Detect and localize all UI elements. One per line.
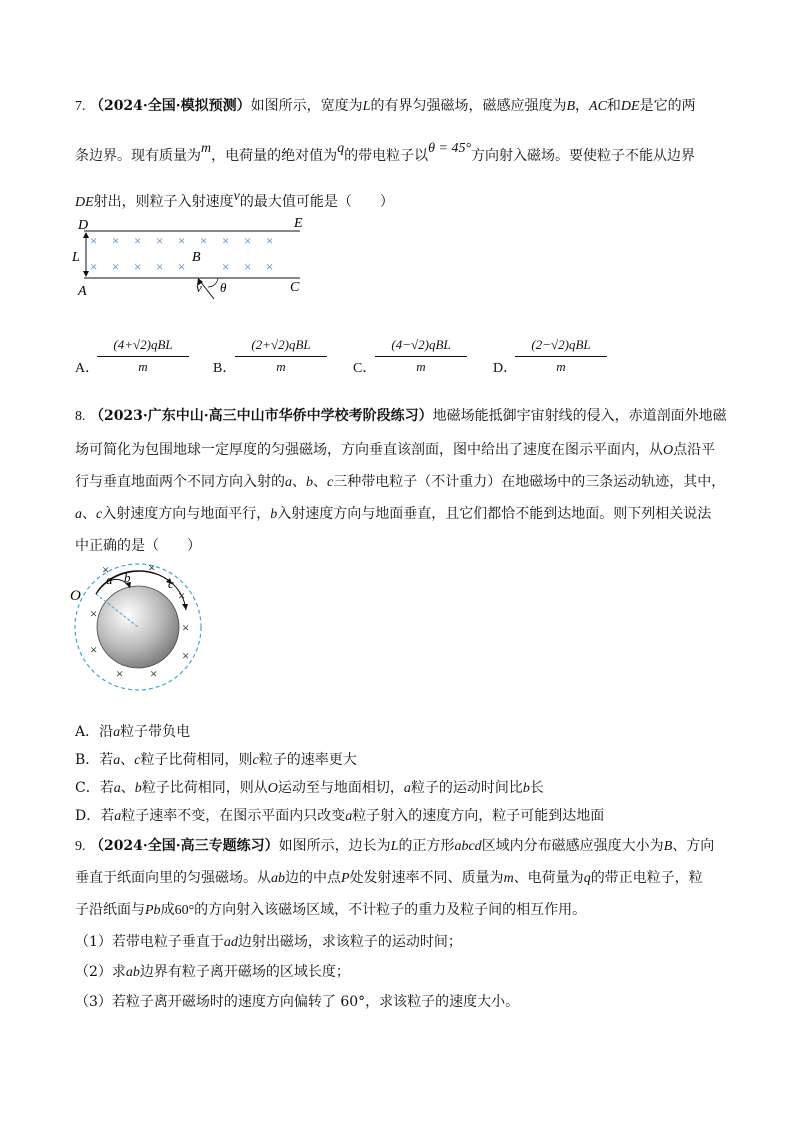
q9-text: 边射出磁场，求该粒子的运动时间；: [237, 934, 462, 950]
field-mark: ×: [102, 562, 110, 577]
velocity-arrow: [200, 281, 214, 299]
q8-text: 、: [82, 506, 96, 522]
label-b: b: [124, 570, 131, 585]
q7-var: q: [337, 141, 345, 156]
fraction-bar: [235, 356, 327, 357]
option-fraction: [97, 335, 189, 376]
q8-line-5: [75, 536, 201, 556]
q8-text: 入射速度方向与地面平行，: [102, 506, 271, 522]
q9-angle: 60°: [174, 903, 195, 918]
option-text: 、: [120, 780, 135, 796]
q7-var: L: [362, 99, 371, 114]
q9-text: 垂直于纸面向里的匀强磁场。从: [75, 870, 271, 886]
q8-text: 、: [292, 474, 306, 490]
option-var: b: [134, 781, 142, 796]
q7-option-a[interactable]: [75, 335, 215, 385]
option-text: 若: [100, 808, 115, 824]
q9-text: （1）若带电粒子垂直于: [75, 934, 224, 950]
q9-text: 处发射速率不同、质量为: [349, 870, 504, 886]
field-mark: ×: [178, 588, 186, 603]
q9-var: Pb: [145, 903, 161, 918]
q7-text: 条边界。现有质量为: [75, 148, 201, 164]
q9-line-1: [75, 836, 714, 857]
q9-var: q: [583, 871, 591, 886]
option-var: a: [403, 781, 411, 796]
q8-line-1: [75, 406, 727, 427]
numerator: (4−√2)qBL: [391, 337, 451, 352]
q8-text: 点沿平: [673, 442, 716, 458]
option-label: A．: [75, 724, 100, 740]
q7-text: 方向射入磁场。要使粒子不能从边界: [471, 148, 696, 164]
q7-option-d[interactable]: [493, 335, 633, 385]
q8-var: a: [285, 475, 292, 490]
field-mark: ×: [222, 259, 230, 274]
field-mark: ×: [90, 642, 98, 657]
field-mark: ×: [178, 233, 186, 248]
label-L: L: [72, 250, 80, 265]
option-text: 粒子比荷相同，则: [140, 752, 253, 768]
q9-var: L: [390, 839, 399, 854]
q8-text: 入射速度方向与地面垂直，且它们都恰不能到达地面。则下列相关说法: [277, 506, 712, 522]
field-mark: ×: [182, 620, 190, 635]
option-text: 粒子带负电: [120, 724, 191, 740]
field-mark: ×: [244, 233, 252, 248]
q7-text: 和: [606, 98, 621, 114]
q8-option-a[interactable]: [75, 722, 190, 743]
q8-text: 三种带电粒子（不计重力）在地磁场中的三条运动轨迹，其中，: [333, 474, 726, 490]
q8-line-4: [75, 504, 711, 525]
q7-text: ，电荷量的绝对值为: [211, 148, 338, 164]
q9-var: B: [663, 839, 673, 854]
option-label: C．: [353, 361, 377, 376]
q7-option-c[interactable]: [353, 335, 493, 385]
q9-text: （3）若粒子离开磁场时的速度方向偏转了 60°，求该粒子的速度大小。: [75, 994, 520, 1010]
label-v: v: [196, 280, 202, 295]
field-mark: ×: [148, 560, 156, 575]
q7-var: DE: [75, 195, 94, 210]
q8-var: O: [663, 443, 674, 458]
q9-text: 的方向射入该磁场区域，不计粒子的重力及粒子间的相互作用。: [194, 902, 587, 918]
option-text: 粒子的速率更大: [258, 752, 357, 768]
q8-text: 中正确的是（ ）: [75, 538, 201, 554]
option-text: 沿: [99, 724, 114, 740]
label-B: B: [192, 250, 201, 265]
q7-line-2: [75, 141, 696, 167]
fraction-bar: [375, 356, 467, 357]
q9-var: ad: [223, 935, 238, 950]
q8-source: （2023·广东中山·高三中山市华侨中学校考阶段练习）: [89, 408, 433, 424]
option-label: B．: [213, 361, 237, 376]
field-mark: ×: [134, 233, 142, 248]
field-mark: ×: [244, 259, 252, 274]
fraction-bar: [97, 356, 189, 357]
q7-theta-expr: θ = 45°: [428, 141, 472, 156]
option-var: a: [113, 781, 121, 796]
q9-text: （2）求: [75, 964, 126, 980]
q7-var: m: [201, 141, 212, 156]
option-label: A．: [75, 361, 100, 376]
q9-text: 子沿纸面与: [75, 902, 145, 918]
field-mark: ×: [90, 259, 98, 274]
option-var: a: [345, 809, 353, 824]
field-marks: [90, 233, 273, 274]
field-mark: ×: [156, 259, 164, 274]
q7-text: 的最大值可能是（ ）: [239, 194, 394, 210]
q9-var: ab: [271, 871, 285, 886]
q7-var: B: [566, 99, 576, 114]
numerator: (2+√2)qBL: [251, 337, 311, 352]
option-var: a: [113, 725, 121, 740]
option-label: B．: [75, 752, 100, 768]
label-E: E: [294, 216, 303, 231]
option-fraction: [375, 335, 467, 376]
q7-options: [75, 335, 635, 385]
option-fraction: [515, 335, 607, 376]
q9-sub-3: [75, 992, 519, 1012]
field-mark: ×: [134, 259, 142, 274]
option-text: 、: [120, 752, 135, 768]
field-mark: ×: [90, 233, 98, 248]
option-fraction: [235, 335, 327, 376]
denominator: m: [556, 359, 566, 374]
q8-var: c: [327, 475, 334, 490]
q9-text: 边的中点: [285, 870, 341, 886]
q9-text: 如图所示，边长为: [278, 838, 391, 854]
q8-text: 场可简化为包围地球一定厚度的匀强磁场，方向垂直该剖面，图中给出了速度在图示平面内，从: [75, 442, 663, 458]
q9-text: 的带正电粒子，粒: [590, 870, 703, 886]
field-mark: ×: [150, 666, 158, 681]
option-var: a: [113, 753, 121, 768]
q7-option-b[interactable]: [213, 335, 353, 385]
q7-number: 7.: [75, 99, 86, 114]
q8-line-3: [75, 472, 725, 493]
q7-text: 是它的两: [639, 98, 696, 114]
label-a: a: [106, 572, 113, 587]
q8-var: c: [96, 507, 103, 522]
field-mark: ×: [266, 259, 274, 274]
q9-line-2: [75, 868, 703, 889]
field-mark: ×: [112, 233, 120, 248]
option-label: D．: [75, 808, 101, 824]
q7-text: 的带电粒子以: [344, 148, 429, 164]
denominator: m: [276, 359, 286, 374]
numerator: (4+√2)qBL: [113, 337, 173, 352]
q8-var: a: [75, 507, 82, 522]
q9-var: abcd: [454, 839, 482, 854]
field-mark: ×: [90, 606, 98, 621]
denominator: m: [416, 359, 426, 374]
field-mark: ×: [178, 259, 186, 274]
denominator: m: [138, 359, 148, 374]
q8-line-2: [75, 440, 715, 461]
field-mark: ×: [222, 233, 230, 248]
label-C: C: [290, 280, 300, 295]
option-var: c: [252, 753, 259, 768]
field-mark: ×: [266, 233, 274, 248]
option-label: C．: [75, 780, 100, 796]
q9-text: 边界有粒子离开磁场的区域长度；: [139, 964, 350, 980]
q8-number: 8.: [75, 409, 86, 424]
option-text: 若: [99, 780, 114, 796]
label-O: O: [70, 588, 81, 604]
q7-source: （2024·全国·模拟预测）: [89, 98, 251, 114]
q7-text: ，: [575, 98, 590, 114]
q7-line-3: [75, 189, 394, 213]
q7-var: v: [233, 189, 240, 204]
arrow-head: [182, 604, 188, 610]
field-mark: ×: [116, 666, 124, 681]
q9-var: ab: [125, 965, 140, 980]
q9-text: 的正方形: [398, 838, 455, 854]
option-var: O: [267, 781, 278, 796]
field-mark: ×: [182, 648, 190, 663]
q9-text: 、方向: [672, 838, 715, 854]
q8-option-b[interactable]: [75, 750, 357, 771]
q8-var: b: [270, 507, 278, 522]
option-text: 粒子速率不变，在图示平面内只改变: [121, 808, 346, 824]
option-text: 若: [99, 752, 114, 768]
q9-text: 、电荷量为: [513, 870, 584, 886]
q8-option-d[interactable]: [75, 806, 604, 827]
q7-var: AC: [589, 99, 607, 114]
q9-var: m: [503, 871, 514, 886]
q9-line-3: [75, 900, 586, 921]
q9-text: 成: [160, 902, 175, 918]
option-var: b: [522, 781, 530, 796]
option-var: c: [134, 753, 141, 768]
numerator: (2−√2)qBL: [531, 337, 591, 352]
q7-text: 如图所示，宽度为: [250, 98, 363, 114]
label-theta: θ: [220, 280, 227, 295]
q9-var: P: [341, 871, 350, 886]
q7-text: 的有界匀强磁场，磁感应强度为: [370, 98, 567, 114]
q8-figure: [68, 560, 208, 700]
option-text: 运动至与地面相切，: [277, 780, 404, 796]
q7-line-1: [75, 96, 696, 117]
q8-var: b: [306, 475, 313, 490]
q9-number: 9.: [75, 839, 86, 854]
label-D: D: [78, 218, 89, 233]
q9-sub-1: [75, 932, 462, 953]
label-c: c: [168, 576, 174, 591]
arrow-head: [83, 271, 89, 277]
q7-figure: [72, 215, 312, 310]
angle-arc: [208, 278, 218, 287]
fraction-bar: [515, 356, 607, 357]
q8-option-c[interactable]: [75, 778, 544, 799]
field-mark: ×: [112, 259, 120, 274]
q9-sub-2: [75, 962, 350, 983]
field-mark: ×: [156, 233, 164, 248]
q7-var: DE: [620, 99, 640, 114]
q9-source: （2024·全国·高三专题练习）: [89, 838, 279, 854]
label-A: A: [78, 284, 87, 299]
option-var: a: [114, 809, 122, 824]
q7-text: 射出，则粒子入射速度: [93, 194, 234, 210]
option-text: 长: [529, 780, 544, 796]
option-text: 粒子的运动时间比: [410, 780, 523, 796]
q8-text: 行与垂直地面两个不同方向入射的: [75, 474, 285, 490]
option-label: D．: [493, 361, 518, 376]
q9-text: 区域内分布磁感应强度大小为: [481, 838, 664, 854]
option-text: 粒子比荷相同，则从: [141, 780, 268, 796]
option-text: 粒子射入的速度方向，粒子可能到达地面: [352, 808, 605, 824]
q8-text: 地磁场能抵御宇宙射线的侵入，赤道剖面外地磁: [432, 408, 727, 424]
field-mark: ×: [200, 233, 208, 248]
q8-text: 、: [313, 474, 327, 490]
